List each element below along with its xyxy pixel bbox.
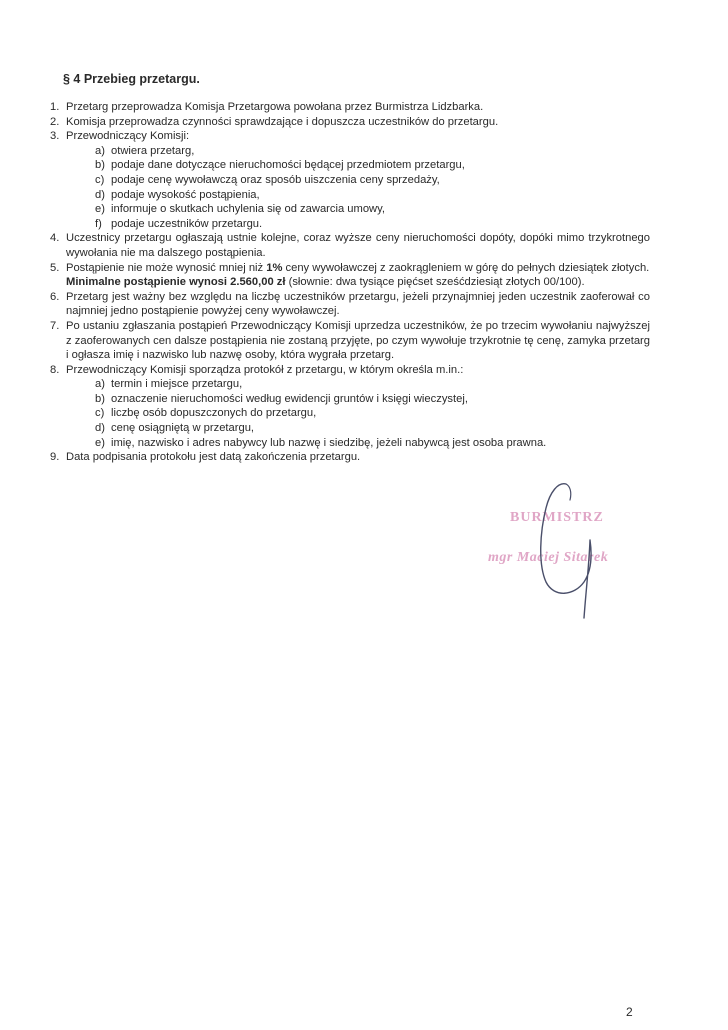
item-number: 3.: [50, 130, 60, 143]
item-number: 6.: [50, 290, 60, 303]
sub-text: podaje dane dotyczące nieruchomości będącej przedmiotem przetargu,: [111, 159, 465, 172]
list-item-1: [50, 100, 650, 115]
sublist-item: [81, 406, 650, 421]
sub-text: podaje uczestników przetargu.: [111, 217, 263, 230]
item-text: Przetarg jest ważny bez względu na liczbę uczestników przetargu, jeżeli przynajmniej jeden uczestnik zaoferował co najmniej jedno postąpienie powyżej ceny wywoławczej.: [66, 290, 650, 318]
minimal-bid-line: [66, 275, 650, 290]
sub-text: informuje o skutkach uchylenia się od zawarcia umowy,: [111, 203, 386, 216]
list-item-3: [50, 129, 650, 231]
page-number: 2: [626, 1005, 633, 1019]
sublist-item: [81, 188, 650, 203]
sublist-protocol-contents: [81, 377, 650, 450]
sub-text: liczbę osób dopuszczonych do przetargu,: [111, 407, 317, 420]
minimal-bid-amount: Minimalne postąpienie wynosi 2.560,00 zł: [66, 276, 286, 289]
list-item-6: [50, 290, 650, 319]
sublist-item: [81, 202, 650, 217]
sub-letter: d): [95, 188, 105, 201]
item-number: 5.: [50, 261, 60, 274]
sublist-item: [81, 392, 650, 407]
sub-letter: b): [95, 392, 105, 405]
item-text: Przetarg przeprowadza Komisja Przetargowa powołana przez Burmistrza Lidzbarka.: [66, 101, 484, 113]
sub-letter: f): [95, 217, 102, 230]
item-number: 9.: [50, 451, 60, 464]
section-content: [50, 100, 650, 465]
sublist-item: [81, 421, 650, 436]
sub-text: termin i miejsce przetargu,: [111, 378, 243, 391]
stamp-title: BURMISTRZ: [510, 510, 604, 525]
sub-text: otwiera przetarg,: [111, 144, 195, 157]
sub-letter: b): [95, 159, 105, 172]
handwritten-signature: [488, 478, 658, 628]
item-number: 4.: [50, 232, 60, 245]
item-text: Przewodniczący Komisji:: [66, 130, 190, 143]
sub-text: cenę osiągniętą w przetargu,: [111, 422, 255, 435]
sub-text: podaje wysokość postąpienia,: [111, 188, 260, 201]
list-item-4: [50, 231, 650, 260]
sub-letter: a): [95, 378, 105, 391]
item-text-end: ceny wywoławczej z zaokrągleniem w górę do pełnych dziesiątek złotych.: [282, 261, 650, 274]
item-number: 1.: [50, 101, 60, 113]
sub-text: imię, nazwisko i adres nabywcy lub nazwę i siedzibę, jeżeli nabywcą jest osoba prawna.: [111, 436, 547, 449]
item-number: 7.: [50, 319, 60, 332]
item-text: Przewodniczący Komisji sporządza protokół z przetargu, w którym określa m.in.:: [66, 363, 464, 376]
sublist-item: [81, 377, 650, 392]
sublist-item: [81, 144, 650, 159]
sub-text: podaje cenę wywoławczą oraz sposób uiszczenia ceny sprzedaży,: [111, 173, 440, 186]
sub-text: oznaczenie nieruchomości według ewidencji gruntów i księgi wieczystej,: [111, 392, 468, 405]
stamp-name: mgr Maciej Sitarek: [488, 550, 609, 565]
sub-letter: d): [95, 422, 105, 435]
list-item-8: [50, 363, 650, 451]
sub-letter: c): [95, 173, 105, 186]
item-number: 8.: [50, 363, 60, 376]
sublist-item: [81, 158, 650, 173]
mayor-stamp: [488, 478, 658, 628]
item-text: Uczestnicy przetargu ogłaszają ustnie kolejne, coraz wyższe ceny nieruchomości dopóty, dopóki mimo trzykrotnego wywołania nie ma dalszego postąpienia.: [66, 232, 650, 259]
item-text: Komisja przeprowadza czynności sprawdzające i dopuszcza uczestników do przetargu.: [66, 115, 499, 128]
sublist-item: [81, 173, 650, 188]
item-text-start: Postąpienie nie może wynosić mniej niż: [66, 261, 267, 274]
section-title: § 4 Przebieg przetargu.: [63, 72, 200, 86]
minimal-bid-words: (słownie: dwa tysiące pięćset sześćdziesiąt złotych 00/100).: [285, 276, 585, 289]
sublist-item: [81, 217, 650, 232]
sublist-item: [81, 436, 650, 451]
item-text: Po ustaniu zgłaszania postąpień Przewodniczący Komisji uprzedza uczestników, że po trzecim wywołaniu najwyższej z zaoferowanych cen dalsze postąpienia nie zostaną przyjęte, po czym wywołuje trzykrotnie tę cenę, zamyka przetarg i ogłasza imię i nazwisko lub nazwę osoby, która wygrała przetarg.: [66, 319, 650, 362]
list-item-5: [50, 261, 650, 290]
sub-letter: a): [95, 144, 105, 157]
sub-letter: c): [95, 407, 105, 420]
item-text: Data podpisania protokołu jest datą zakończenia przetargu.: [66, 451, 361, 464]
sub-letter: e): [95, 203, 105, 216]
sub-letter: e): [95, 436, 105, 449]
list-item-9: [50, 450, 650, 465]
sublist-chairman-duties: [81, 144, 650, 232]
item-text: [66, 262, 649, 274]
percent-value: 1%: [266, 261, 283, 274]
list-item-2: [50, 115, 650, 130]
item-number: 2.: [50, 115, 60, 128]
list-item-7: [50, 319, 650, 363]
